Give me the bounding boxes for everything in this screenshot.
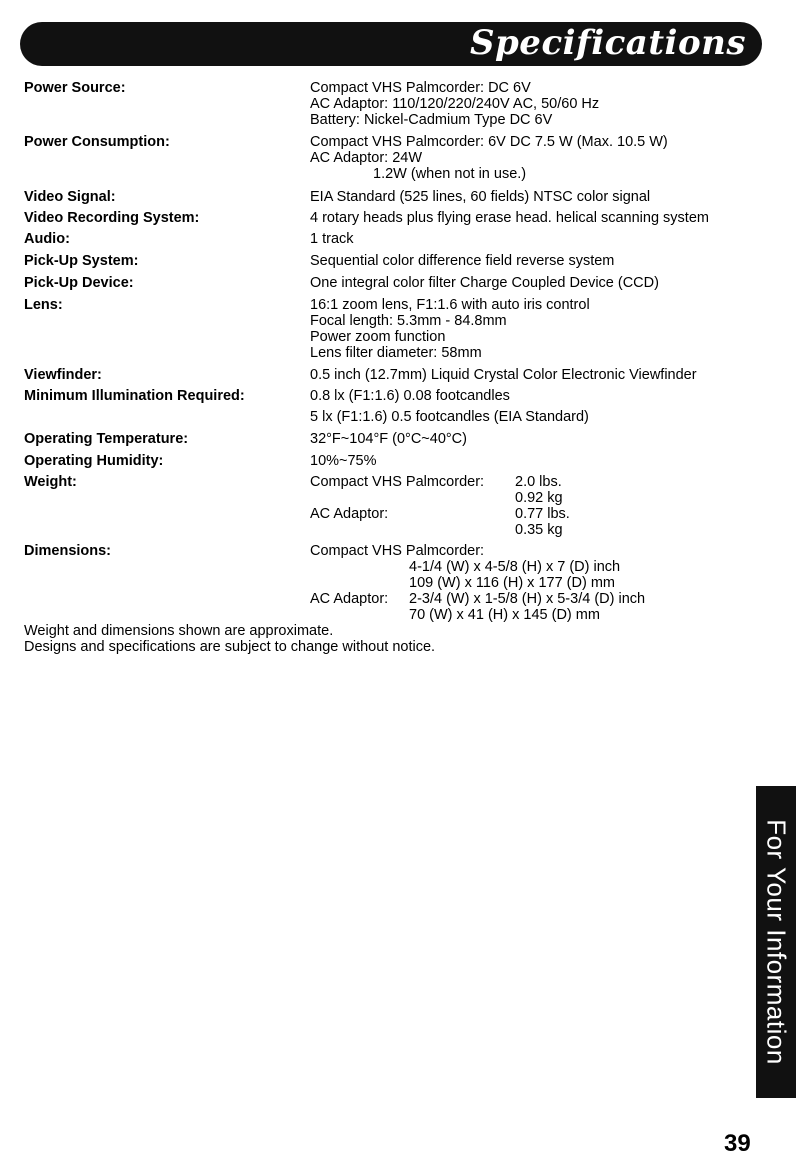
power-source-value: Compact VHS Palmcorder: DC 6V [310,80,531,96]
power-consumption-value: AC Adaptor: 24W [310,150,423,166]
header-banner [20,22,762,66]
operating-humidity-value: 10%~75% [310,453,377,469]
operating-temperature-label: Operating Temperature: [24,431,189,447]
lens-value: Power zoom function [310,329,446,345]
dimensions-palmcorder-inch: 4-1/4 (W) x 4-5/8 (H) x 7 (D) inch [409,559,621,575]
dimensions-adaptor-label: AC Adaptor: [310,591,389,607]
min-illumination-value: 0.8 lx (F1:1.6) 0.08 footcandles [310,388,510,404]
lens-value: Lens filter diameter: 58mm [310,345,482,361]
pickup-system-label: Pick-Up System: [24,253,139,269]
weight-adaptor-lbs: 0.77 lbs. [515,506,570,522]
page-title: Specifications [469,23,746,63]
video-recording-label: Video Recording System: [24,210,200,226]
operating-humidity-label: Operating Humidity: [24,453,164,469]
weight-adaptor-kg: 0.35 kg [515,522,563,538]
viewfinder-label: Viewfinder: [24,367,102,383]
dimensions-palmcorder-label: Compact VHS Palmcorder: [310,543,485,559]
weight-label: Weight: [24,474,77,490]
weight-palmcorder-label: Compact VHS Palmcorder: [310,474,485,490]
operating-temperature-value: 32°F~104°F (0°C~40°C) [310,431,467,447]
power-consumption-value: 1.2W (when not in use.) [373,166,527,182]
power-source-value: AC Adaptor: 110/120/220/240V AC, 50/60 Hz [310,96,600,112]
power-consumption-value: Compact VHS Palmcorder: 6V DC 7.5 W (Max. 10.5 W) [310,134,668,150]
min-illumination-value: 5 lx (F1:1.6) 0.5 footcandles (EIA Standard) [310,409,589,425]
pickup-device-value: One integral color filter Charge Coupled Device (CCD) [310,275,659,291]
video-signal-value: EIA Standard (525 lines, 60 fields) NTSC color signal [310,189,651,205]
weight-palmcorder-lbs: 2.0 lbs. [515,474,562,490]
side-section-label: For Your Information [761,819,792,1065]
dimensions-adaptor-mm: 70 (W) x 41 (H) x 145 (D) mm [409,607,600,623]
power-consumption-label: Power Consumption: [24,134,170,150]
note-subject-to-change: Designs and specifications are subject to change without notice. [24,639,436,655]
page-number: 39 [724,1130,751,1157]
side-section-tab [756,786,796,1098]
dimensions-adaptor-inch: 2-3/4 (W) x 1-5/8 (H) x 5-3/4 (D) inch [409,591,646,607]
pickup-system-value: Sequential color difference field reverse system [310,253,615,269]
video-signal-label: Video Signal: [24,189,116,205]
dimensions-palmcorder-mm: 109 (W) x 116 (H) x 177 (D) mm [409,575,615,591]
lens-label: Lens: [24,297,63,313]
pickup-device-label: Pick-Up Device: [24,275,134,291]
power-source-value: Battery: Nickel-Cadmium Type DC 6V [310,112,553,128]
weight-adaptor-label: AC Adaptor: [310,506,389,522]
audio-value: 1 track [310,231,354,247]
min-illumination-label: Minimum Illumination Required: [24,388,245,404]
viewfinder-value: 0.5 inch (12.7mm) Liquid Crystal Color Electronic Viewfinder [310,367,697,383]
power-source-label: Power Source: [24,80,126,96]
audio-label: Audio: [24,231,70,247]
weight-palmcorder-kg: 0.92 kg [515,490,563,506]
note-approximate: Weight and dimensions shown are approximate. [24,623,334,639]
lens-value: 16:1 zoom lens, F1:1.6 with auto iris control [310,297,590,313]
dimensions-label: Dimensions: [24,543,112,559]
video-recording-value: 4 rotary heads plus flying erase head. helical scanning system [310,210,709,226]
lens-value: Focal length: 5.3mm - 84.8mm [310,313,507,329]
